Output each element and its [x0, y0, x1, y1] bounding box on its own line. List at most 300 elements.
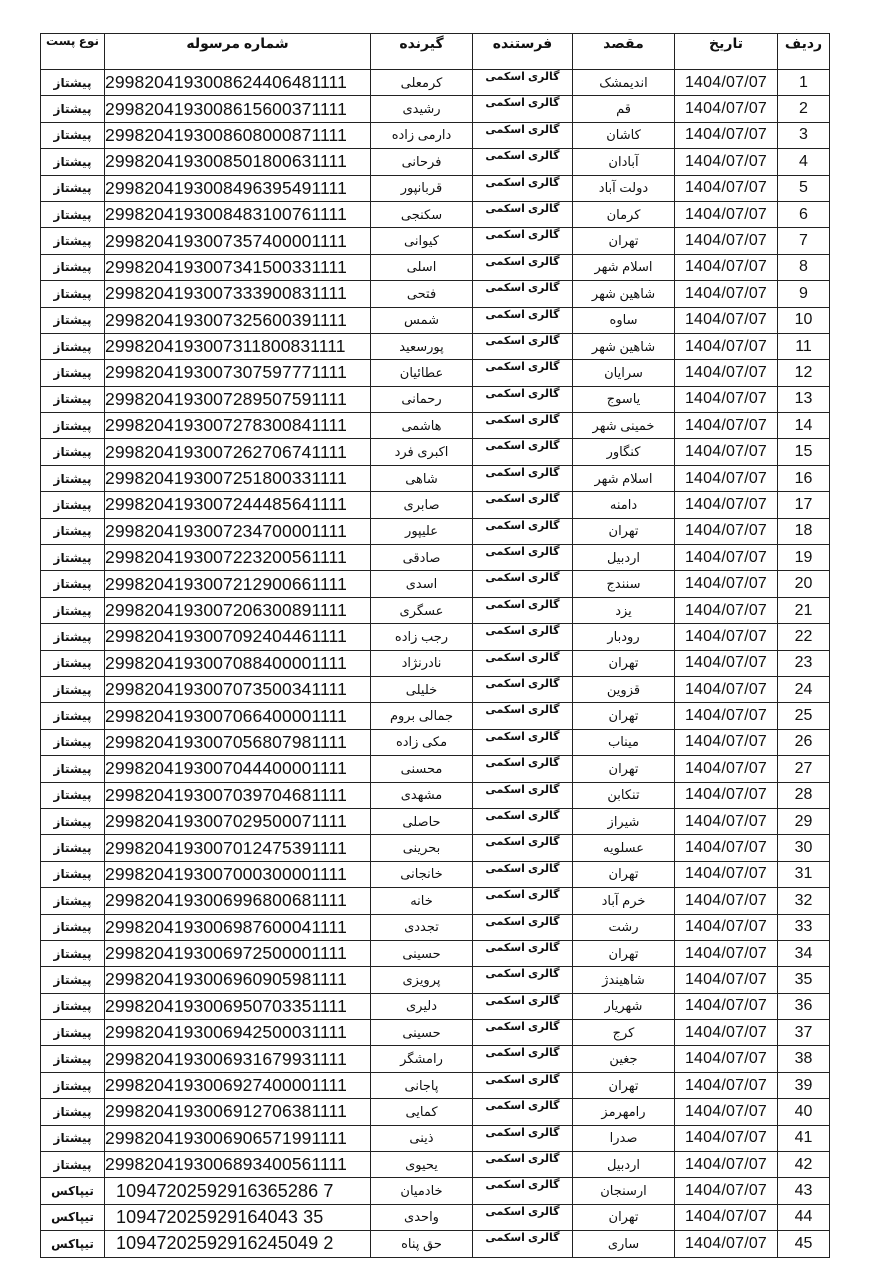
post-type-cell: پیشتاز: [41, 782, 105, 808]
destination-cell: تنکابن: [573, 782, 675, 808]
table-row: [41, 782, 830, 808]
receiver-cell: رامشگر: [371, 1046, 473, 1072]
row-number-cell: 7: [778, 228, 830, 254]
sender-cell: گالری اسکمی: [473, 439, 573, 465]
row-number-cell: 30: [778, 835, 830, 861]
post-type-cell: پیشتاز: [41, 439, 105, 465]
sender-cell: گالری اسکمی: [473, 201, 573, 227]
date-cell: 1404/07/07: [675, 940, 778, 966]
receiver-cell: حق پناه: [371, 1231, 473, 1257]
destination-cell: کرمان: [573, 201, 675, 227]
tracking-number-cell: 2998204193006893400561111: [105, 1152, 371, 1178]
sender-cell: گالری اسکمی: [473, 835, 573, 861]
table-row: [41, 1099, 830, 1125]
destination-cell: تهران: [573, 518, 675, 544]
destination-cell: میناب: [573, 729, 675, 755]
destination-cell: ارسنجان: [573, 1178, 675, 1204]
post-type-cell: پیشتاز: [41, 888, 105, 914]
table-row: [41, 676, 830, 702]
receiver-cell: فرحانی: [371, 149, 473, 175]
table-row: [41, 1204, 830, 1230]
receiver-cell: نادرنژاد: [371, 650, 473, 676]
receiver-cell: سکنجی: [371, 201, 473, 227]
receiver-cell: حسینی: [371, 1020, 473, 1046]
tracking-number-cell: 2998204193007000300001111: [105, 861, 371, 887]
date-cell: 1404/07/07: [675, 439, 778, 465]
post-type-cell: تیپاکس: [41, 1231, 105, 1257]
receiver-cell: یحیوی: [371, 1152, 473, 1178]
destination-cell: تهران: [573, 228, 675, 254]
destination-cell: خمینی شهر: [573, 413, 675, 439]
destination-cell: کاشان: [573, 122, 675, 148]
sender-cell: گالری اسکمی: [473, 333, 573, 359]
tracking-number-cell: 2998204193008615600371111: [105, 96, 371, 122]
receiver-cell: کمایی: [371, 1099, 473, 1125]
tracking-number-cell: 2998204193006927400001111: [105, 1072, 371, 1098]
row-number-cell: 15: [778, 439, 830, 465]
table-row: [41, 1020, 830, 1046]
date-cell: 1404/07/07: [675, 1231, 778, 1257]
tracking-number-cell: 2998204193007357400001111: [105, 228, 371, 254]
date-cell: 1404/07/07: [675, 1099, 778, 1125]
destination-cell: تهران: [573, 650, 675, 676]
tracking-number-cell: 2998204193007251800331111: [105, 465, 371, 491]
sender-cell: گالری اسکمی: [473, 96, 573, 122]
tracking-number-cell: 2998204193007206300891111: [105, 597, 371, 623]
row-number-cell: 5: [778, 175, 830, 201]
date-cell: 1404/07/07: [675, 413, 778, 439]
table-row: [41, 808, 830, 834]
header-sender: فرستنده: [473, 34, 573, 70]
date-cell: 1404/07/07: [675, 307, 778, 333]
sender-cell: گالری اسکمی: [473, 254, 573, 280]
tracking-number-cell: 2998204193006931679931111: [105, 1046, 371, 1072]
row-number-cell: 22: [778, 624, 830, 650]
date-cell: 1404/07/07: [675, 333, 778, 359]
row-number-cell: 29: [778, 808, 830, 834]
post-type-cell: پیشتاز: [41, 254, 105, 280]
tracking-number-cell: 2998204193007333900831111: [105, 281, 371, 307]
date-cell: 1404/07/07: [675, 70, 778, 96]
post-type-cell: پیشتاز: [41, 1046, 105, 1072]
date-cell: 1404/07/07: [675, 386, 778, 412]
post-type-cell: پیشتاز: [41, 808, 105, 834]
post-type-cell: پیشتاز: [41, 465, 105, 491]
row-number-cell: 9: [778, 281, 830, 307]
table-row: [41, 545, 830, 571]
row-number-cell: 42: [778, 1152, 830, 1178]
header-post-type: نوع پست: [41, 34, 105, 70]
destination-cell: دولت آباد: [573, 175, 675, 201]
row-number-cell: 32: [778, 888, 830, 914]
destination-cell: صدرا: [573, 1125, 675, 1151]
row-number-cell: 27: [778, 756, 830, 782]
shipments-table: [40, 33, 830, 1258]
header-tracking-number: شماره مرسوله: [105, 34, 371, 70]
post-type-cell: پیشتاز: [41, 835, 105, 861]
receiver-cell: فتحی: [371, 281, 473, 307]
sender-cell: گالری اسکمی: [473, 518, 573, 544]
destination-cell: کرج: [573, 1020, 675, 1046]
destination-cell: تهران: [573, 703, 675, 729]
date-cell: 1404/07/07: [675, 149, 778, 175]
row-number-cell: 12: [778, 360, 830, 386]
destination-cell: رامهرمز: [573, 1099, 675, 1125]
date-cell: 1404/07/07: [675, 1204, 778, 1230]
post-type-cell: پیشتاز: [41, 386, 105, 412]
sender-cell: گالری اسکمی: [473, 1072, 573, 1098]
post-type-cell: پیشتاز: [41, 650, 105, 676]
tracking-number-cell: 2998204193007341500331111: [105, 254, 371, 280]
sender-cell: گالری اسکمی: [473, 729, 573, 755]
receiver-cell: خلیلی: [371, 676, 473, 702]
receiver-cell: شاهی: [371, 465, 473, 491]
row-number-cell: 8: [778, 254, 830, 280]
row-number-cell: 31: [778, 861, 830, 887]
table-row: [41, 940, 830, 966]
table-row: [41, 967, 830, 993]
tracking-number-cell: 2998204193008496395491111: [105, 175, 371, 201]
row-number-cell: 44: [778, 1204, 830, 1230]
receiver-cell: پرویزی: [371, 967, 473, 993]
receiver-cell: خانجانی: [371, 861, 473, 887]
destination-cell: سنندج: [573, 571, 675, 597]
table-row: [41, 1125, 830, 1151]
receiver-cell: ذینی: [371, 1125, 473, 1151]
tracking-number-cell: 2998204193007044400001111: [105, 756, 371, 782]
row-number-cell: 11: [778, 333, 830, 359]
table-row: [41, 1178, 830, 1204]
date-cell: 1404/07/07: [675, 571, 778, 597]
sender-cell: گالری اسکمی: [473, 360, 573, 386]
date-cell: 1404/07/07: [675, 888, 778, 914]
date-cell: 1404/07/07: [675, 756, 778, 782]
table-row: [41, 307, 830, 333]
table-row: [41, 888, 830, 914]
date-cell: 1404/07/07: [675, 914, 778, 940]
post-type-cell: پیشتاز: [41, 149, 105, 175]
table-row: [41, 122, 830, 148]
receiver-cell: پاجانی: [371, 1072, 473, 1098]
destination-cell: شاهین شهر: [573, 333, 675, 359]
date-cell: 1404/07/07: [675, 96, 778, 122]
date-cell: 1404/07/07: [675, 465, 778, 491]
post-type-cell: پیشتاز: [41, 571, 105, 597]
destination-cell: رودبار: [573, 624, 675, 650]
date-cell: 1404/07/07: [675, 676, 778, 702]
row-number-cell: 43: [778, 1178, 830, 1204]
tracking-number-cell: 2998204193007325600391111: [105, 307, 371, 333]
table-row: [41, 439, 830, 465]
receiver-cell: جمالی بروم: [371, 703, 473, 729]
receiver-cell: مشهدی: [371, 782, 473, 808]
destination-cell: تهران: [573, 756, 675, 782]
table-row: [41, 228, 830, 254]
post-type-cell: پیشتاز: [41, 201, 105, 227]
tracking-number-cell: 2998204193007244485641111: [105, 492, 371, 518]
row-number-cell: 19: [778, 545, 830, 571]
receiver-cell: دلیری: [371, 993, 473, 1019]
receiver-cell: بحرینی: [371, 835, 473, 861]
table-row: [41, 70, 830, 96]
post-type-cell: پیشتاز: [41, 333, 105, 359]
sender-cell: گالری اسکمی: [473, 70, 573, 96]
date-cell: 1404/07/07: [675, 1125, 778, 1151]
table-row: [41, 597, 830, 623]
date-cell: 1404/07/07: [675, 1178, 778, 1204]
tracking-number-cell: 2998204193007278300841111: [105, 413, 371, 439]
sender-cell: گالری اسکمی: [473, 1231, 573, 1257]
table-row: [41, 1152, 830, 1178]
row-number-cell: 38: [778, 1046, 830, 1072]
table-row: [41, 650, 830, 676]
destination-cell: اندیمشک: [573, 70, 675, 96]
destination-cell: عسلویه: [573, 835, 675, 861]
sender-cell: گالری اسکمی: [473, 1204, 573, 1230]
row-number-cell: 18: [778, 518, 830, 544]
sender-cell: گالری اسکمی: [473, 914, 573, 940]
row-number-cell: 23: [778, 650, 830, 676]
receiver-cell: اسلی: [371, 254, 473, 280]
date-cell: 1404/07/07: [675, 1152, 778, 1178]
post-type-cell: پیشتاز: [41, 861, 105, 887]
row-number-cell: 4: [778, 149, 830, 175]
date-cell: 1404/07/07: [675, 492, 778, 518]
sender-cell: گالری اسکمی: [473, 888, 573, 914]
sender-cell: گالری اسکمی: [473, 465, 573, 491]
date-cell: 1404/07/07: [675, 993, 778, 1019]
destination-cell: تهران: [573, 1072, 675, 1098]
table-row: [41, 993, 830, 1019]
table-row: [41, 756, 830, 782]
date-cell: 1404/07/07: [675, 782, 778, 808]
sender-cell: گالری اسکمی: [473, 386, 573, 412]
post-type-cell: پیشتاز: [41, 940, 105, 966]
destination-cell: خرم آباد: [573, 888, 675, 914]
receiver-cell: پورسعید: [371, 333, 473, 359]
destination-cell: تهران: [573, 861, 675, 887]
post-type-cell: پیشتاز: [41, 413, 105, 439]
destination-cell: اردبیل: [573, 545, 675, 571]
receiver-cell: علیپور: [371, 518, 473, 544]
tracking-number-cell: 2998204193006912706381111: [105, 1099, 371, 1125]
receiver-cell: قربانپور: [371, 175, 473, 201]
tracking-number-cell: 2998204193007012475391111: [105, 835, 371, 861]
tracking-number-cell: 109472025929164043 35: [105, 1204, 371, 1230]
row-number-cell: 21: [778, 597, 830, 623]
date-cell: 1404/07/07: [675, 360, 778, 386]
sender-cell: گالری اسکمی: [473, 492, 573, 518]
post-type-cell: پیشتاز: [41, 228, 105, 254]
tracking-number-cell: 2998204193008624406481111: [105, 70, 371, 96]
destination-cell: اسلام شهر: [573, 254, 675, 280]
post-type-cell: پیشتاز: [41, 729, 105, 755]
receiver-cell: واحدی: [371, 1204, 473, 1230]
date-cell: 1404/07/07: [675, 650, 778, 676]
date-cell: 1404/07/07: [675, 703, 778, 729]
sender-cell: گالری اسکمی: [473, 307, 573, 333]
sender-cell: گالری اسکمی: [473, 808, 573, 834]
shipments-body: [41, 70, 830, 1258]
table-row: [41, 333, 830, 359]
tracking-number-cell: 2998204193007073500341111: [105, 676, 371, 702]
post-type-cell: پیشتاز: [41, 703, 105, 729]
date-cell: 1404/07/07: [675, 518, 778, 544]
row-number-cell: 39: [778, 1072, 830, 1098]
sender-cell: گالری اسکمی: [473, 861, 573, 887]
tracking-number-cell: 2998204193006942500031111: [105, 1020, 371, 1046]
receiver-cell: حاصلی: [371, 808, 473, 834]
receiver-cell: کیوانی: [371, 228, 473, 254]
post-type-cell: تیپاکس: [41, 1204, 105, 1230]
row-number-cell: 36: [778, 993, 830, 1019]
date-cell: 1404/07/07: [675, 122, 778, 148]
shipment-sheet: [40, 33, 829, 1258]
row-number-cell: 13: [778, 386, 830, 412]
sender-cell: گالری اسکمی: [473, 993, 573, 1019]
post-type-cell: پیشتاز: [41, 993, 105, 1019]
post-type-cell: پیشتاز: [41, 307, 105, 333]
receiver-cell: هاشمی: [371, 413, 473, 439]
sender-cell: گالری اسکمی: [473, 281, 573, 307]
row-number-cell: 45: [778, 1231, 830, 1257]
date-cell: 1404/07/07: [675, 729, 778, 755]
date-cell: 1404/07/07: [675, 597, 778, 623]
table-row: [41, 729, 830, 755]
sender-cell: گالری اسکمی: [473, 228, 573, 254]
table-row: [41, 1046, 830, 1072]
row-number-cell: 6: [778, 201, 830, 227]
receiver-cell: خانه: [371, 888, 473, 914]
destination-cell: رشت: [573, 914, 675, 940]
row-number-cell: 35: [778, 967, 830, 993]
sender-cell: گالری اسکمی: [473, 545, 573, 571]
tracking-number-cell: 2998204193007262706741111: [105, 439, 371, 465]
destination-cell: یاسوج: [573, 386, 675, 412]
sender-cell: گالری اسکمی: [473, 413, 573, 439]
tracking-number-cell: 2998204193006950703351111: [105, 993, 371, 1019]
table-row: [41, 96, 830, 122]
receiver-cell: رجب زاده: [371, 624, 473, 650]
receiver-cell: حسینی: [371, 940, 473, 966]
tracking-number-cell: 2998204193007234700001111: [105, 518, 371, 544]
tracking-number-cell: 2998204193007056807981111: [105, 729, 371, 755]
receiver-cell: دارمی زاده: [371, 122, 473, 148]
destination-cell: شاهین شهر: [573, 281, 675, 307]
date-cell: 1404/07/07: [675, 967, 778, 993]
destination-cell: جغین: [573, 1046, 675, 1072]
tracking-number-cell: 2998204193007029500071111: [105, 808, 371, 834]
tracking-number-cell: 2998204193008483100761111: [105, 201, 371, 227]
post-type-cell: پیشتاز: [41, 624, 105, 650]
tracking-number-cell: 2998204193007223200561111: [105, 545, 371, 571]
tracking-number-cell: 2998204193007039704681111: [105, 782, 371, 808]
post-type-cell: پیشتاز: [41, 967, 105, 993]
date-cell: 1404/07/07: [675, 1020, 778, 1046]
receiver-cell: تجددی: [371, 914, 473, 940]
receiver-cell: رشیدی: [371, 96, 473, 122]
table-row: [41, 835, 830, 861]
sender-cell: گالری اسکمی: [473, 1178, 573, 1204]
tracking-number-cell: 2998204193007212900661111: [105, 571, 371, 597]
sender-cell: گالری اسکمی: [473, 175, 573, 201]
date-cell: 1404/07/07: [675, 545, 778, 571]
tracking-number-cell: 2998204193007289507591111: [105, 386, 371, 412]
header-row: [41, 34, 830, 70]
row-number-cell: 1: [778, 70, 830, 96]
row-number-cell: 40: [778, 1099, 830, 1125]
post-type-cell: پیشتاز: [41, 360, 105, 386]
sender-cell: گالری اسکمی: [473, 624, 573, 650]
sender-cell: گالری اسکمی: [473, 1046, 573, 1072]
destination-cell: شهریار: [573, 993, 675, 1019]
table-row: [41, 1231, 830, 1257]
post-type-cell: پیشتاز: [41, 1099, 105, 1125]
destination-cell: قم: [573, 96, 675, 122]
destination-cell: دامنه: [573, 492, 675, 518]
sender-cell: گالری اسکمی: [473, 122, 573, 148]
table-row: [41, 571, 830, 597]
row-number-cell: 2: [778, 96, 830, 122]
row-number-cell: 17: [778, 492, 830, 518]
receiver-cell: رحمانی: [371, 386, 473, 412]
row-number-cell: 41: [778, 1125, 830, 1151]
destination-cell: سرایان: [573, 360, 675, 386]
table-row: [41, 281, 830, 307]
date-cell: 1404/07/07: [675, 1072, 778, 1098]
date-cell: 1404/07/07: [675, 808, 778, 834]
destination-cell: تهران: [573, 940, 675, 966]
tracking-number-cell: 2998204193006972500001111: [105, 940, 371, 966]
date-cell: 1404/07/07: [675, 228, 778, 254]
row-number-cell: 34: [778, 940, 830, 966]
sender-cell: گالری اسکمی: [473, 1020, 573, 1046]
table-row: [41, 518, 830, 544]
tracking-number-cell: 2998204193008608000871111: [105, 122, 371, 148]
table-row: [41, 149, 830, 175]
destination-cell: ساوه: [573, 307, 675, 333]
date-cell: 1404/07/07: [675, 1046, 778, 1072]
post-type-cell: پیشتاز: [41, 1072, 105, 1098]
receiver-cell: صادقی: [371, 545, 473, 571]
header-date: تاریخ: [675, 34, 778, 70]
receiver-cell: اسدی: [371, 571, 473, 597]
table-row: [41, 465, 830, 491]
table-row: [41, 360, 830, 386]
sender-cell: گالری اسکمی: [473, 756, 573, 782]
tracking-number-cell: 2998204193007088400001111: [105, 650, 371, 676]
receiver-cell: مکی زاده: [371, 729, 473, 755]
post-type-cell: پیشتاز: [41, 96, 105, 122]
sender-cell: گالری اسکمی: [473, 1099, 573, 1125]
row-number-cell: 3: [778, 122, 830, 148]
table-row: [41, 703, 830, 729]
tracking-number-cell: 10947202592916245049 2: [105, 1231, 371, 1257]
post-type-cell: پیشتاز: [41, 281, 105, 307]
sender-cell: گالری اسکمی: [473, 940, 573, 966]
sender-cell: گالری اسکمی: [473, 676, 573, 702]
sender-cell: گالری اسکمی: [473, 650, 573, 676]
destination-cell: شیراز: [573, 808, 675, 834]
date-cell: 1404/07/07: [675, 624, 778, 650]
sender-cell: گالری اسکمی: [473, 782, 573, 808]
destination-cell: کنگاور: [573, 439, 675, 465]
destination-cell: شاهیندژ: [573, 967, 675, 993]
post-type-cell: پیشتاز: [41, 1020, 105, 1046]
tracking-number-cell: 2998204193008501800631111: [105, 149, 371, 175]
row-number-cell: 37: [778, 1020, 830, 1046]
post-type-cell: پیشتاز: [41, 597, 105, 623]
